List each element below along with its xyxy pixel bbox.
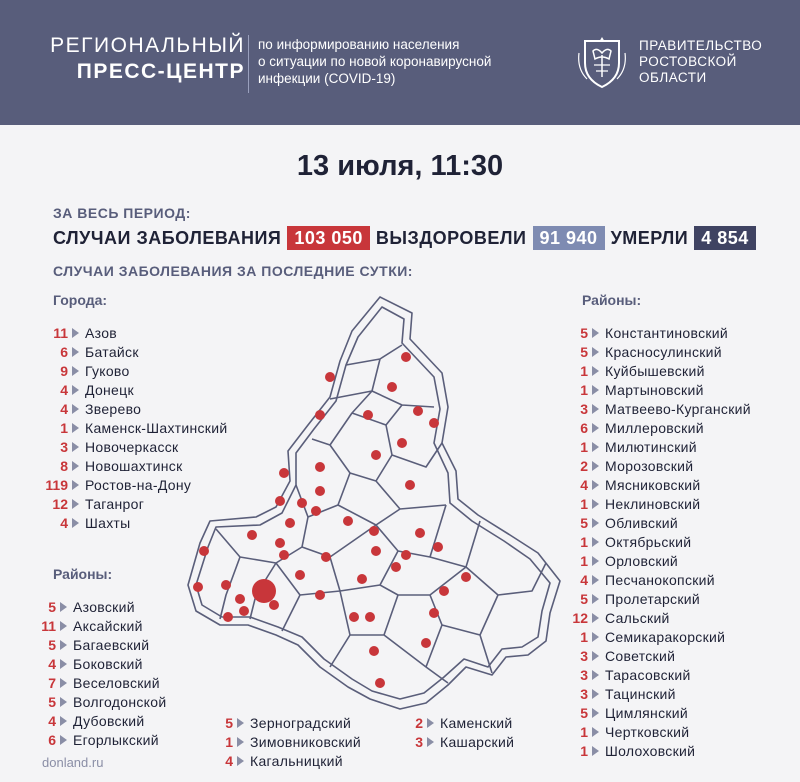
- case-count: 4: [580, 476, 588, 493]
- place-name: Ростов-на-Дону: [85, 476, 192, 493]
- case-marker: [269, 600, 279, 610]
- triangle-right-icon: [592, 423, 599, 433]
- case-count: 1: [580, 381, 588, 398]
- place-name: Волгодонской: [73, 693, 167, 710]
- place-name: Пролетарский: [605, 590, 701, 607]
- list-item: [570, 399, 751, 418]
- case-count: 4: [48, 712, 56, 729]
- list-item: [38, 654, 166, 673]
- case-count: 5: [580, 590, 588, 607]
- rostov-region-map: [180, 295, 575, 715]
- list-item: [570, 513, 751, 532]
- case-count: 11: [53, 324, 68, 341]
- place-name: Константиновский: [605, 324, 729, 341]
- triangle-right-icon: [592, 328, 599, 338]
- triangle-right-icon: [592, 385, 599, 395]
- triangle-right-icon: [592, 480, 599, 490]
- triangle-right-icon: [237, 718, 244, 728]
- districts-list-bottom-b: [405, 713, 514, 751]
- place-name: Азов: [85, 324, 118, 341]
- header-subtitle: [258, 36, 491, 87]
- case-marker: [315, 410, 325, 420]
- case-marker: [275, 538, 285, 548]
- place-name: Морозовский: [605, 457, 694, 474]
- place-name: Веселовский: [73, 674, 160, 691]
- place-name: Кагальницкий: [250, 752, 343, 769]
- triangle-right-icon: [60, 735, 67, 745]
- triangle-right-icon: [60, 697, 67, 707]
- place-name: Дубовский: [73, 712, 145, 729]
- case-marker: [315, 462, 325, 472]
- districts-list-bottom-a: [215, 713, 361, 770]
- case-count: 9: [60, 362, 68, 379]
- case-count: 1: [580, 362, 588, 379]
- place-name: Азовский: [73, 598, 135, 615]
- case-count: 1: [580, 495, 588, 512]
- case-marker: [371, 546, 381, 556]
- case-marker: [391, 562, 401, 572]
- footer-site[interactable]: donland.ru: [42, 755, 104, 770]
- case-marker: [365, 612, 375, 622]
- case-count: 5: [580, 704, 588, 721]
- districts-list-left: [38, 597, 166, 749]
- case-marker: [349, 612, 359, 622]
- list-item: [570, 570, 751, 589]
- triangle-right-icon: [592, 594, 599, 604]
- header-divider: [248, 35, 249, 93]
- list-item: [405, 713, 514, 732]
- triangle-right-icon: [72, 442, 79, 452]
- triangle-right-icon: [60, 602, 67, 612]
- case-marker: [199, 546, 209, 556]
- report-date: 13 июля, 11:30: [296, 150, 504, 182]
- case-marker: [461, 572, 471, 582]
- case-marker: [433, 542, 443, 552]
- case-marker: [247, 530, 257, 540]
- triangle-right-icon: [60, 621, 67, 631]
- cases-value-badge: 103 050: [287, 226, 370, 250]
- place-name: Боковский: [73, 655, 143, 672]
- list-item: [38, 616, 166, 635]
- list-item: [38, 692, 166, 711]
- place-name: Багаевский: [73, 636, 150, 653]
- place-name: Таганрог: [85, 495, 145, 512]
- case-marker: [315, 486, 325, 496]
- case-count: 7: [48, 674, 56, 691]
- place-name: Каменск-Шахтинский: [85, 419, 228, 436]
- gov-line: ОБЛАСТИ: [639, 70, 707, 85]
- case-count: 1: [580, 552, 588, 569]
- triangle-right-icon: [592, 518, 599, 528]
- list-item: [570, 380, 751, 399]
- case-marker: [439, 586, 449, 596]
- place-name: Цимлянский: [605, 704, 689, 721]
- triangle-right-icon: [592, 461, 599, 471]
- coat-of-arms-icon: [577, 33, 627, 91]
- last-day-label: СЛУЧАИ ЗАБОЛЕВАНИЯ ЗА ПОСЛЕДНИЕ СУТКИ:: [53, 263, 413, 279]
- place-name: Донецк: [85, 381, 134, 398]
- list-item: [570, 418, 751, 437]
- case-marker: [375, 678, 385, 688]
- case-marker: [223, 612, 233, 622]
- list-item: [215, 713, 361, 732]
- place-name: Егорлыкский: [73, 731, 159, 748]
- case-marker: [415, 528, 425, 538]
- list-item: [570, 608, 751, 627]
- deaths-label: УМЕРЛИ: [610, 227, 689, 248]
- case-count: 1: [580, 723, 588, 740]
- triangle-right-icon: [592, 632, 599, 642]
- list-item: [570, 646, 751, 665]
- districts-heading-right: Районы:: [582, 292, 642, 308]
- triangle-right-icon: [592, 556, 599, 566]
- place-name: Зерноградский: [250, 714, 352, 731]
- triangle-right-icon: [60, 716, 67, 726]
- case-count: 4: [60, 514, 68, 531]
- place-name: Кашарский: [440, 733, 515, 750]
- place-name: Куйбышевский: [605, 362, 705, 379]
- list-item: [38, 673, 166, 692]
- case-marker: [275, 496, 285, 506]
- case-count: 5: [225, 714, 233, 731]
- case-count: 4: [60, 400, 68, 417]
- case-marker: [357, 574, 367, 584]
- case-marker: [193, 582, 203, 592]
- subtitle-line: инфекции (COVID-19): [258, 71, 396, 86]
- government-label: [639, 38, 762, 86]
- triangle-right-icon: [592, 537, 599, 547]
- triangle-right-icon: [237, 756, 244, 766]
- triangle-right-icon: [72, 328, 79, 338]
- triangle-right-icon: [592, 670, 599, 680]
- case-marker: [285, 518, 295, 528]
- list-item: [570, 722, 751, 741]
- district-border: [216, 345, 546, 683]
- place-name: Семикаракорский: [605, 628, 726, 645]
- case-count: 6: [580, 419, 588, 436]
- place-name: Тацинский: [605, 685, 676, 702]
- triangle-right-icon: [72, 423, 79, 433]
- list-item: [570, 589, 751, 608]
- case-marker: [363, 410, 373, 420]
- list-item: [215, 732, 361, 751]
- subtitle-line: по информированию населения: [258, 37, 460, 52]
- case-count: 1: [580, 742, 588, 759]
- triangle-right-icon: [72, 385, 79, 395]
- case-count: 1: [580, 438, 588, 455]
- case-count: 4: [60, 381, 68, 398]
- case-marker: [413, 406, 423, 416]
- place-name: Шолоховский: [605, 742, 696, 759]
- place-name: Мартыновский: [605, 381, 704, 398]
- list-item: [570, 494, 751, 513]
- case-marker: [279, 550, 289, 560]
- case-marker: [295, 570, 305, 580]
- triangle-right-icon: [72, 461, 79, 471]
- case-count: 3: [60, 438, 68, 455]
- place-name: Гуково: [85, 362, 130, 379]
- triangle-right-icon: [60, 659, 67, 669]
- triangle-right-icon: [72, 404, 79, 414]
- case-count: 3: [580, 647, 588, 664]
- list-item: [570, 551, 751, 570]
- case-count: 2: [415, 714, 423, 731]
- place-name: Неклиновский: [605, 495, 701, 512]
- case-count: 3: [580, 666, 588, 683]
- case-marker: [311, 506, 321, 516]
- case-marker: [343, 516, 353, 526]
- triangle-right-icon: [72, 366, 79, 376]
- case-count: 1: [580, 628, 588, 645]
- case-marker: [401, 550, 411, 560]
- triangle-right-icon: [427, 718, 434, 728]
- place-name: Советский: [605, 647, 676, 664]
- total-period-label: ЗА ВЕСЬ ПЕРИОД:: [53, 205, 191, 221]
- list-item: [38, 597, 166, 616]
- place-name: Батайск: [85, 343, 139, 360]
- case-marker: [235, 594, 245, 604]
- case-marker: [321, 552, 331, 562]
- title-line-1: РЕГИОНАЛЬНЫЙ: [50, 34, 245, 57]
- case-count: 5: [580, 514, 588, 531]
- triangle-right-icon: [592, 442, 599, 452]
- cities-heading: Города:: [53, 292, 108, 308]
- triangle-right-icon: [592, 499, 599, 509]
- gov-line: ПРАВИТЕЛЬСТВО: [639, 38, 763, 53]
- list-item: [570, 703, 751, 722]
- case-marker: [397, 438, 407, 448]
- case-count: 3: [580, 400, 588, 417]
- place-name: Зимовниковский: [250, 733, 361, 750]
- place-name: Каменский: [440, 714, 513, 731]
- list-item: [215, 751, 361, 770]
- case-marker: [429, 608, 439, 618]
- list-item: [570, 456, 751, 475]
- case-marker: [369, 646, 379, 656]
- list-item: [38, 730, 166, 749]
- list-item: [570, 684, 751, 703]
- press-center-title: [40, 33, 245, 85]
- place-name: Обливский: [605, 514, 679, 531]
- districts-list-right: [570, 323, 751, 760]
- list-item: [570, 741, 751, 760]
- triangle-right-icon: [72, 347, 79, 357]
- triangle-right-icon: [592, 689, 599, 699]
- triangle-right-icon: [60, 640, 67, 650]
- case-count: 6: [48, 731, 56, 748]
- list-item: [570, 437, 751, 456]
- case-count: 1: [225, 733, 233, 750]
- case-marker: [405, 480, 415, 490]
- case-count: 5: [580, 343, 588, 360]
- place-name: Миллеровский: [605, 419, 704, 436]
- triangle-right-icon: [592, 575, 599, 585]
- list-item: [570, 361, 751, 380]
- list-item: [570, 475, 751, 494]
- list-item: [38, 711, 166, 730]
- place-name: Красносулинский: [605, 343, 722, 360]
- case-count: 8: [60, 457, 68, 474]
- triangle-right-icon: [237, 737, 244, 747]
- case-marker: [239, 606, 249, 616]
- rostov-on-don-marker: [252, 579, 276, 603]
- recovered-label: ВЫЗДОРОВЕЛИ: [375, 227, 527, 248]
- case-count: 4: [48, 655, 56, 672]
- cases-label: СЛУЧАИ ЗАБОЛЕВАНИЯ: [53, 227, 282, 248]
- case-count: 5: [48, 598, 56, 615]
- triangle-right-icon: [72, 480, 79, 490]
- case-markers: [193, 352, 471, 688]
- case-marker: [325, 372, 335, 382]
- triangle-right-icon: [427, 737, 434, 747]
- place-name: Чертковский: [605, 723, 690, 740]
- case-count: 2: [580, 457, 588, 474]
- place-name: Аксайский: [73, 617, 143, 634]
- list-item: [570, 532, 751, 551]
- case-count: 1: [580, 533, 588, 550]
- subtitle-line: о ситуации по новой коронавирусной: [258, 54, 492, 69]
- triangle-right-icon: [592, 746, 599, 756]
- place-name: Орловский: [605, 552, 679, 569]
- case-count: 4: [225, 752, 233, 769]
- case-marker: [221, 580, 231, 590]
- place-name: Тарасовский: [605, 666, 691, 683]
- triangle-right-icon: [592, 347, 599, 357]
- place-name: Песчанокопский: [605, 571, 715, 588]
- case-marker: [297, 498, 307, 508]
- triangle-right-icon: [592, 708, 599, 718]
- case-count: 1: [60, 419, 68, 436]
- list-item: [38, 635, 166, 654]
- place-name: Октябрьский: [605, 533, 692, 550]
- gov-line: РОСТОВСКОЙ: [639, 54, 737, 69]
- title-line-2: ПРЕСС-ЦЕНТР: [76, 60, 245, 83]
- case-count: 6: [60, 343, 68, 360]
- triangle-right-icon: [72, 499, 79, 509]
- case-marker: [279, 468, 289, 478]
- triangle-right-icon: [592, 366, 599, 376]
- case-marker: [401, 352, 411, 362]
- case-count: 5: [48, 636, 56, 653]
- districts-heading-left: Районы:: [53, 566, 113, 582]
- case-count: 4: [580, 571, 588, 588]
- totals-row: [53, 226, 762, 250]
- place-name: Зверево: [85, 400, 142, 417]
- case-marker: [429, 418, 439, 428]
- triangle-right-icon: [592, 727, 599, 737]
- recovered-value-badge: 91 940: [533, 226, 605, 250]
- triangle-right-icon: [592, 651, 599, 661]
- place-name: Матвеево-Курганский: [605, 400, 751, 417]
- list-item: [405, 732, 514, 751]
- place-name: Милютинский: [605, 438, 697, 455]
- triangle-right-icon: [592, 404, 599, 414]
- case-marker: [369, 526, 379, 536]
- list-item: [570, 342, 751, 361]
- list-item: [570, 323, 751, 342]
- place-name: Мясниковский: [605, 476, 701, 493]
- case-marker: [371, 450, 381, 460]
- triangle-right-icon: [60, 678, 67, 688]
- list-item: [570, 627, 751, 646]
- header-banner: [0, 0, 800, 125]
- place-name: Новошахтинск: [85, 457, 183, 474]
- place-name: Сальский: [605, 609, 670, 626]
- case-count: 5: [580, 324, 588, 341]
- list-item: [570, 665, 751, 684]
- deaths-value-badge: 4 854: [694, 226, 756, 250]
- case-marker: [315, 590, 325, 600]
- map-outline-inner: [196, 307, 550, 699]
- triangle-right-icon: [592, 613, 599, 623]
- case-count: 5: [48, 693, 56, 710]
- case-count: 3: [580, 685, 588, 702]
- case-count: 119: [45, 476, 68, 493]
- triangle-right-icon: [72, 518, 79, 528]
- case-count: 12: [52, 495, 68, 512]
- case-count: 3: [415, 733, 423, 750]
- case-count: 12: [572, 609, 588, 626]
- place-name: Шахты: [85, 514, 131, 531]
- case-count: 11: [41, 617, 56, 634]
- case-marker: [421, 638, 431, 648]
- case-marker: [387, 382, 397, 392]
- place-name: Новочеркасск: [85, 438, 179, 455]
